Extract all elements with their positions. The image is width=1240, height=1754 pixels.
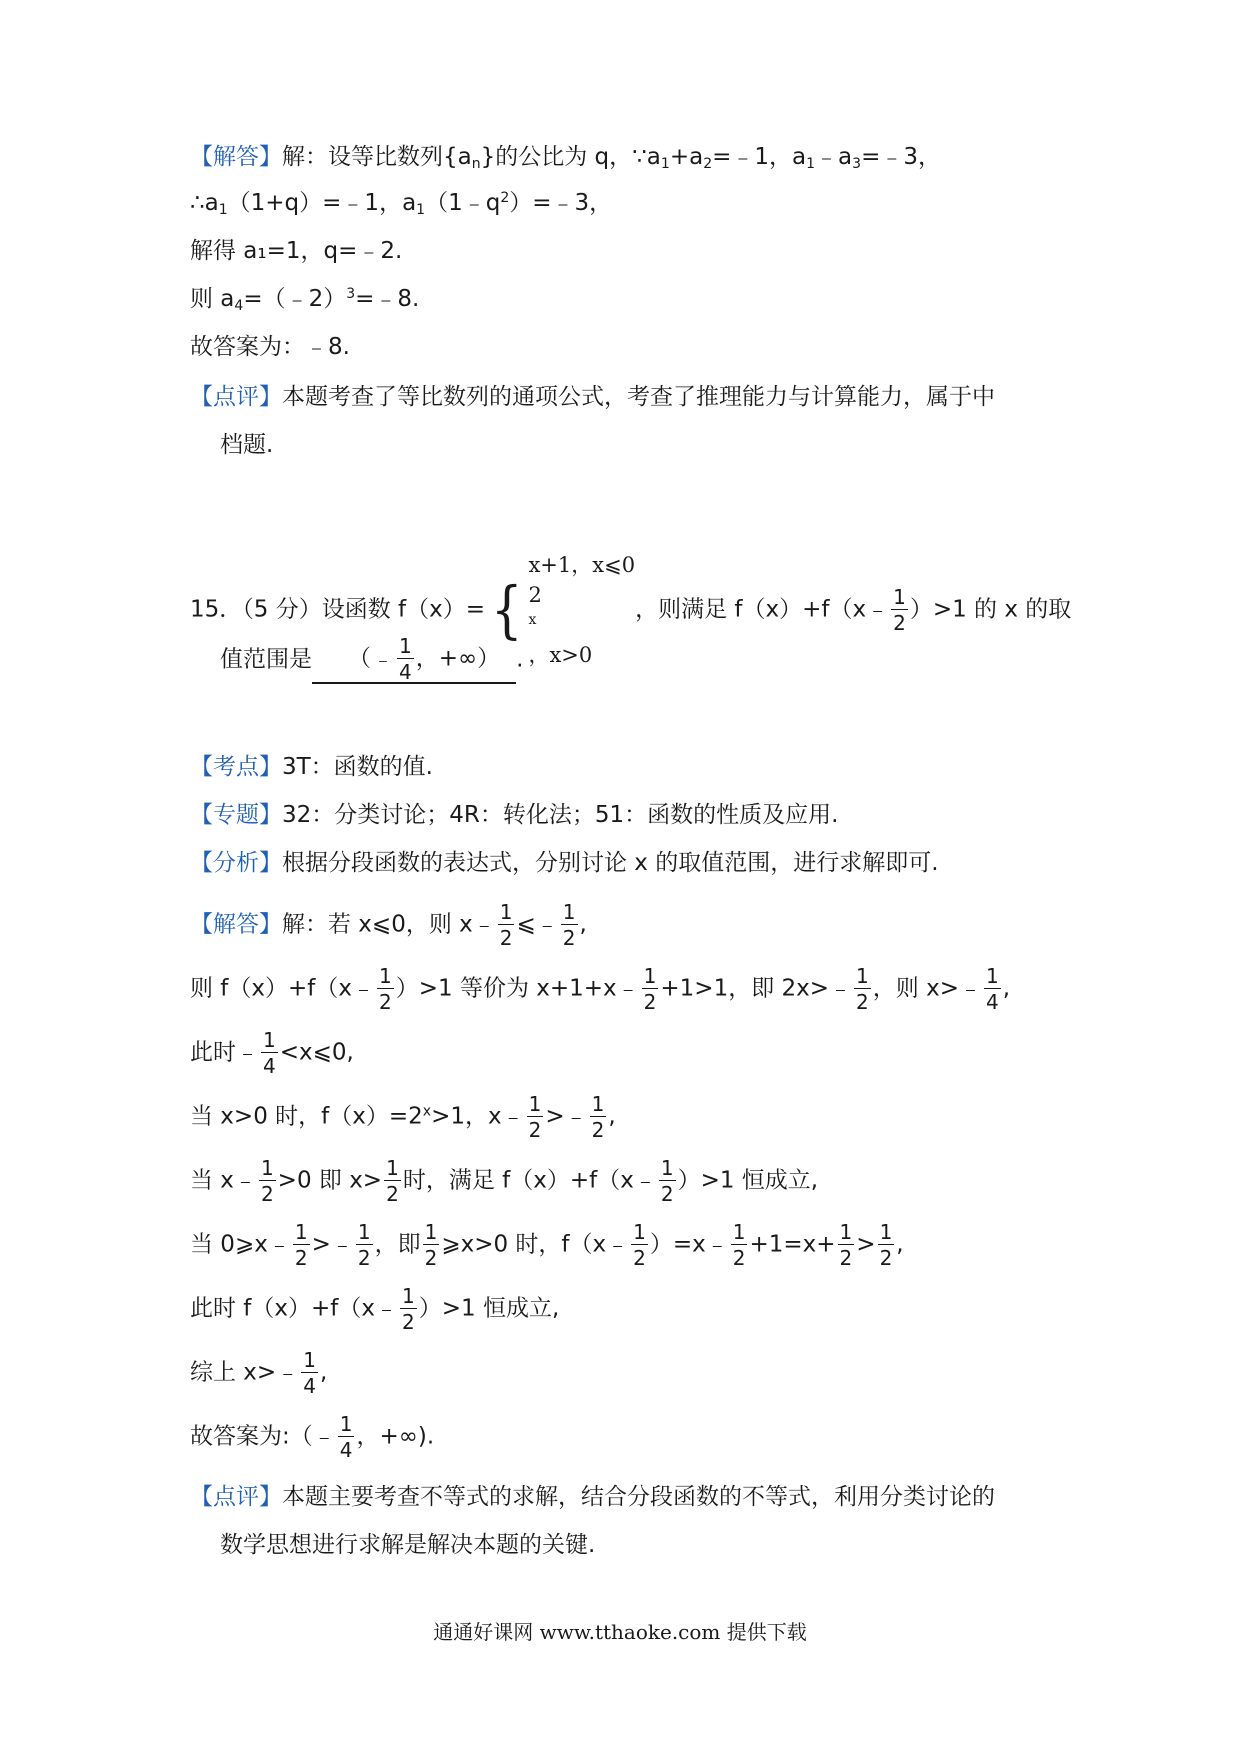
q15-solution-line-2: 则 f（x）+f（x﹣ $\frac{1}{2}$ ）>1 等价为 x+1+x﹣ $\frac{1}{2}$ +1>1，即 2x>﹣ $\frac{1}{2}$ ，则 x>﹣ $\frac{1}{4}$ , <box>190 964 1011 1014</box>
q15-solution-line-4: 当 x>0 时，$f(x)=2^x>1$，x﹣ $\frac{1}{2}$ >﹣ $\frac{1}{2}$ , <box>190 1092 616 1142</box>
label-jieda: 【解答】 <box>190 911 282 938</box>
q15-stem: 15．（5 分）设函数 f（x）={ x+1，x⩽0 2 $^x$ ，x>0 ，则满足 f（x）+f（x﹣ $\frac{1}{2}$ ）>1 的 x 的取 <box>190 550 1071 670</box>
q15-comment-cont: 数学思想进行求解是解决本题的关键. <box>220 1532 596 1558</box>
label-dianping: 【点评】 <box>190 1484 282 1510</box>
q15-solution-line-1: 【解答】解：若 x⩽0，则 x﹣ $\frac{1}{2}$ ⩽﹣ $\frac{1}{2}$ , <box>190 900 587 950</box>
label-jieda: 【解答】 <box>190 144 282 170</box>
piecewise-function: x+1，x⩽0 2 $^x$ ，x>0 <box>528 553 636 667</box>
q14-solution-line-2: $\therefore a_1(1+q)=﹣1$，$a_1(1﹣q^2)=﹣3$， <box>190 190 613 218</box>
q15-solution-line-5: 当 x﹣ $\frac{1}{2}$ >0 即 x> $\frac{1}{2}$ 时，满足 f（x）+f（x﹣ $\frac{1}{2}$ ）>1 恒成立, <box>190 1156 819 1206</box>
q14-comment: 【点评】本题考查了等比数列的通项公式，考查了推理能力与计算能力，属于中 <box>190 384 995 410</box>
label-zhuanti: 【专题】 <box>190 802 282 828</box>
page-footer: 通通好课网 www.tthaoke.com 提供下载 <box>433 1620 807 1644</box>
q15-solution-line-6: 当 0⩾x﹣ $\frac{1}{2}$ >﹣ $\frac{1}{2}$ ，即 $\frac{1}{2}$ ⩾x>0 时，f（x﹣ $\frac{1}{2}$ ）=x﹣ $\frac{1}{2}$ +1=x+ $\frac{1}{2}$ > $\frac{1}{2}$ , <box>190 1220 904 1270</box>
q15-solution-line-3: 此时﹣ $\frac{1}{4}$ <x⩽0, <box>190 1028 354 1078</box>
q14-solution-line-4: 则 $a_4=(﹣2)^3=﹣8$. <box>190 286 420 314</box>
q15-fenxi: 【分析】根据分段函数的表达式，分别讨论 x 的取值范围，进行求解即可. <box>190 850 939 876</box>
q15-kaodian: 【考点】3T：函数的值. <box>190 754 433 780</box>
q15-answer: 故答案为:（﹣ $\frac{1}{4}$ ，+∞). <box>190 1412 435 1462</box>
label-kaodian: 【考点】 <box>190 754 282 780</box>
brace-icon: { <box>490 573 523 646</box>
q15-comment: 【点评】本题主要考查不等式的求解，结合分段函数的不等式，利用分类讨论的 <box>190 1484 995 1510</box>
q15-solution-line-7: 此时 f（x）+f（x﹣ $\frac{1}{2}$ ）>1 恒成立, <box>190 1284 560 1334</box>
q15-solution-line-8: 综上 x>﹣ $\frac{1}{4}$ , <box>190 1348 328 1398</box>
q14-answer: 故答案为：﹣8. <box>190 334 350 360</box>
label-fenxi: 【分析】 <box>190 850 282 876</box>
q14-solution-line-1: 【解答】解：设等比数列$\{a_n\}$的公比为 q，$\because a_1+a_2=﹣1$，$a_1﹣a_3=﹣3$， <box>190 144 941 172</box>
q15-stem-cont: 值范围是 （ ﹣ $\frac{1}{4}$ ，+∞） . <box>220 634 524 684</box>
q14-solution-line-3: 解得 a₁=1，q=﹣2. <box>190 238 403 264</box>
q15-zhuanti: 【专题】32：分类讨论；4R：转化法；51：函数的性质及应用. <box>190 802 839 828</box>
q14-comment-cont: 档题. <box>220 432 274 458</box>
label-dianping: 【点评】 <box>190 384 282 410</box>
answer-blank: （ ﹣ $\frac{1}{4}$ ，+∞） <box>312 636 516 684</box>
